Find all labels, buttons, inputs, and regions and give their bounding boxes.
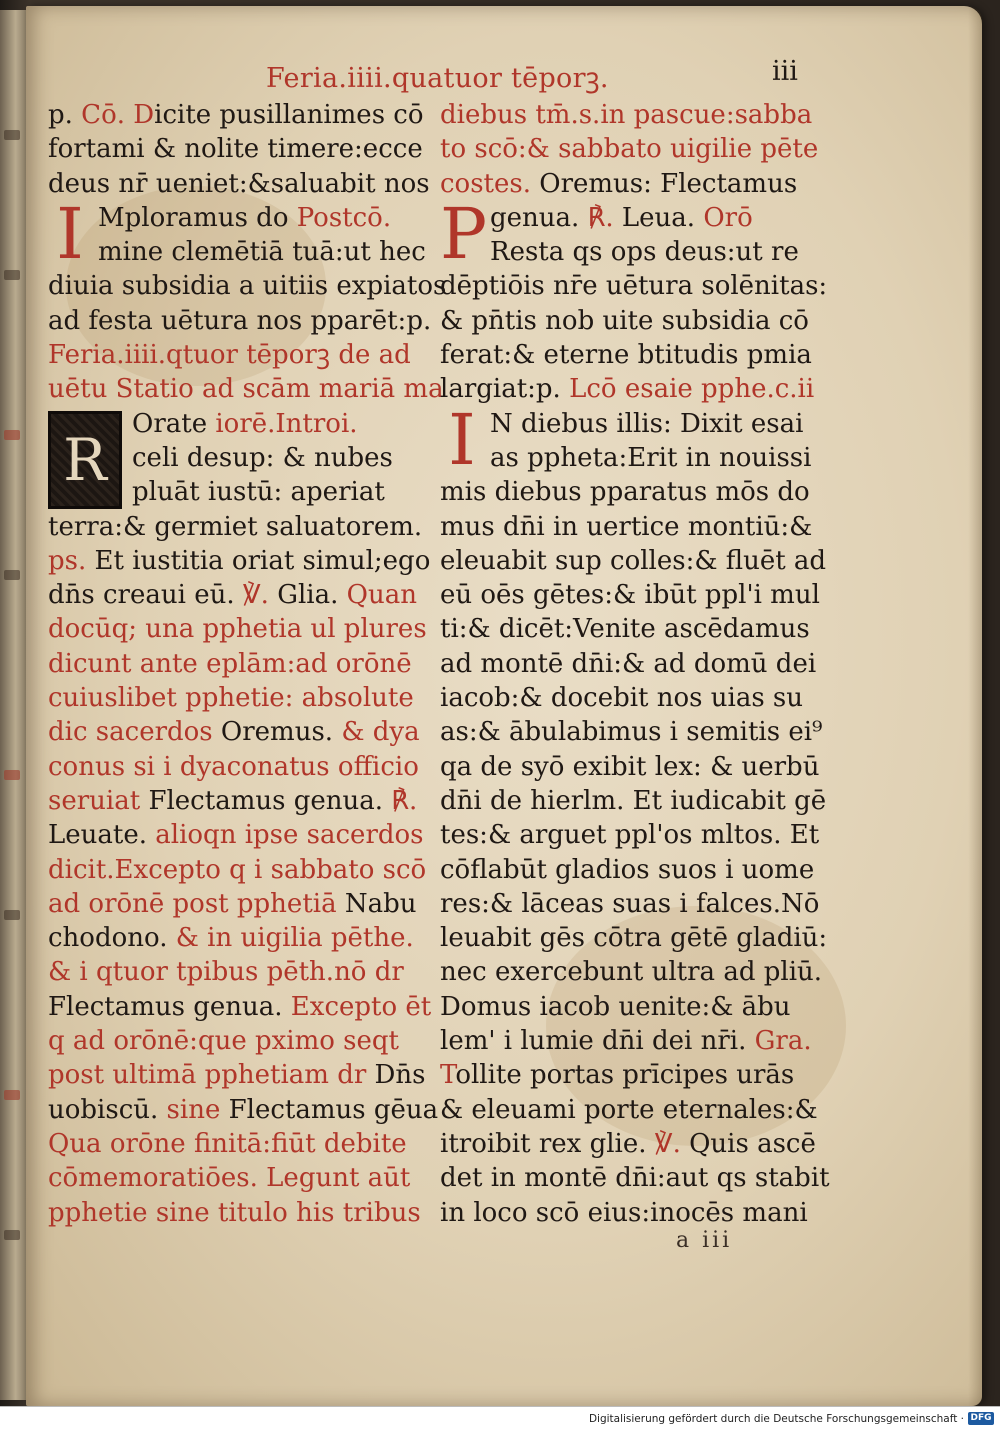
edge-mark <box>4 1090 20 1100</box>
rubric-text: Orō <box>703 202 753 233</box>
text-line <box>440 921 828 955</box>
body-text: cōflabūt gladios suos i uome <box>440 854 815 885</box>
text-line <box>48 1161 420 1195</box>
body-text: eleuabit sup colles:& fluēt ad <box>440 545 827 576</box>
red-initial-p: P <box>440 192 488 275</box>
rubric-text: cōmemoratiōes. Legunt aūt <box>48 1163 411 1194</box>
text-line <box>48 1058 426 1092</box>
text-line <box>48 784 420 818</box>
body-text: leuabit gēs cōtra gētē gladiū: <box>440 923 828 954</box>
rubric-text: seruiat <box>48 785 149 816</box>
text-line <box>440 990 812 1024</box>
rubric-text: conus si i dyaconatus officio <box>48 751 419 782</box>
body-text: Et iustitia oriat simul;ego <box>86 545 431 576</box>
body-text: mus dn̄i in uertice montiū:& <box>440 511 813 542</box>
rubric-text: Quan <box>346 580 417 611</box>
edge-mark <box>4 910 20 920</box>
text-line <box>440 304 812 338</box>
text-line <box>440 853 815 887</box>
body-text: diuia subsidia a uitiis expiatos <box>48 271 447 302</box>
woodcut-initial-r: R <box>48 411 122 509</box>
body-text: dn̄i de hierlm. Et iudicabit gē <box>440 785 827 816</box>
rubric-text: ℟. <box>587 202 614 233</box>
body-text: Leuate. <box>48 820 147 851</box>
text-line <box>48 338 420 372</box>
body-text: eū oēs gētes:& ibūt ppl'i mul <box>440 580 820 611</box>
rubric-text: T <box>440 1060 456 1091</box>
text-line <box>48 681 420 715</box>
rubric-text: Cō. <box>72 100 134 130</box>
text-line <box>440 167 812 201</box>
text-line <box>48 715 420 749</box>
body-text: Oremus. <box>220 717 334 748</box>
body-text: deus nr̄ ueniet:&saluabit nos <box>48 168 430 199</box>
text-line <box>440 647 817 681</box>
text-line <box>48 853 427 887</box>
text-line <box>440 612 812 646</box>
rubric-text: dicunt ante eplām:ad orōnē <box>48 648 412 679</box>
text-line <box>48 132 423 166</box>
text-line <box>48 269 447 303</box>
rubric-text: dicit.Excepto q i sabbato scō <box>48 854 427 885</box>
body-text: Flectamus gēua <box>228 1094 439 1125</box>
rubric-text: & dya <box>333 717 420 748</box>
text-line <box>48 1127 420 1161</box>
digitization-footer <box>0 1406 1000 1432</box>
body-text: ferat:& eterne btitudis pmia <box>440 340 812 371</box>
text-line <box>440 1058 812 1092</box>
body-text: celi desup: & nubes <box>132 442 393 473</box>
text-line <box>440 715 823 749</box>
text-line <box>440 1093 818 1127</box>
text-line <box>48 1196 420 1230</box>
folio-number: iii <box>772 56 798 87</box>
edge-mark <box>4 570 20 580</box>
text-line <box>48 612 427 646</box>
body-text: & pn̄tis nob uite subsidia cō <box>440 305 809 336</box>
body-text: iacob:& docebit nos uias su <box>440 683 804 714</box>
text-line <box>48 578 420 612</box>
body-text: N diebus illis: Dixit esai <box>490 408 804 439</box>
body-text: Flectamus genua. <box>48 991 283 1022</box>
text-line <box>440 1161 830 1195</box>
text-line <box>440 1127 816 1161</box>
rubric-text: iorē.Introi. <box>215 408 358 439</box>
body-text: dēptiōis nr̄e uētura solēnitas: <box>440 271 828 302</box>
body-text: Quis ascē <box>680 1128 816 1159</box>
body-text: mis diebus pparatus mōs do <box>440 477 810 508</box>
body-text: nec exercebunt ultra ad pliū. <box>440 957 823 988</box>
body-text: det in montē dn̄i:aut qs stabit <box>440 1163 830 1194</box>
body-text: qa de syō exibit lex: & uerbū <box>440 751 820 782</box>
body-text: ad festa uētura nos pparēt:p. <box>48 305 432 336</box>
text-line <box>48 235 426 269</box>
rubric-text: post ultimā pphetiam dr <box>48 1060 375 1091</box>
rubric-text: dic sacerdos <box>48 717 221 748</box>
rubric-text: Feria.iiii.qtuor tēporꝫ de ad <box>48 340 411 371</box>
rubric-text: ad orōnē post pphetiā <box>48 888 345 919</box>
text-line <box>440 269 828 303</box>
red-initial-i: I <box>56 192 84 275</box>
rubric-text: cuiuslibet pphetie: absolute <box>48 683 414 714</box>
text-line <box>440 1024 812 1058</box>
text-line <box>440 132 819 166</box>
text-line <box>440 544 827 578</box>
text-line <box>440 955 823 989</box>
adjacent-page-edge <box>0 10 28 1400</box>
text-line <box>440 784 827 818</box>
text-line <box>48 1024 420 1058</box>
text-line <box>440 235 812 269</box>
body-text: chodono. <box>48 923 168 954</box>
body-text: as:& ābulabimus i semitis ei⁹ <box>440 717 823 748</box>
body-text: ad montē dn̄i:& ad domū dei <box>440 648 817 679</box>
rubric-text: ℣. <box>654 1128 681 1159</box>
body-text: genua. <box>490 202 588 233</box>
rubric-text: uētu Statio ad scām mariā ma <box>48 374 444 405</box>
text-line <box>48 955 420 989</box>
text-line <box>440 818 820 852</box>
text-line <box>440 578 820 612</box>
right-text-column <box>440 98 830 1230</box>
rubric-text: costes. <box>440 168 531 199</box>
rubric-text: diebus tm̄.s.in pascue:sabba <box>440 100 813 130</box>
body-text: Dn̄s <box>374 1060 426 1091</box>
edge-mark <box>4 130 20 140</box>
body-text: as ppheta:Erit in nouissi <box>490 442 812 473</box>
red-initial-i: I <box>448 398 476 481</box>
rubric-text: ℟. <box>391 785 418 816</box>
text-line <box>440 887 820 921</box>
body-text: fortami & nolite timere:ecce <box>48 134 423 165</box>
rubric-text: sine <box>158 1094 229 1125</box>
text-line <box>440 441 812 475</box>
body-text: in loco scō eius:inocēs mani <box>440 1197 808 1228</box>
body-text: res:& lāceas suas i falces.Nō <box>440 888 820 919</box>
body-text: Domus iacob uenite:& ābu <box>440 991 791 1022</box>
text-line <box>48 921 420 955</box>
rubric-text: ps. <box>48 545 87 576</box>
body-text: ti:& dicēt:Venite ascēdamus <box>440 614 810 645</box>
text-line <box>440 750 820 784</box>
body-text: Mploramus do <box>98 202 297 233</box>
rubric-text: Excepto ēt <box>282 991 432 1022</box>
text-line <box>440 1196 812 1230</box>
body-text: lem' i lumie dn̄i dei nr̄i. <box>440 1026 747 1057</box>
text-line <box>440 407 812 441</box>
body-text: mine clemētiā tuā:ut hec <box>98 237 426 268</box>
text-line <box>48 647 420 681</box>
body-text: p. <box>48 100 73 130</box>
text-line <box>440 372 815 406</box>
text-line <box>440 510 812 544</box>
rubric-text: D <box>133 100 155 130</box>
rubric-text: & in uigilia pēthe. <box>167 923 414 954</box>
text-line <box>48 98 424 132</box>
text-line <box>48 887 420 921</box>
text-line <box>48 818 424 852</box>
text-line <box>48 304 432 338</box>
body-text: icite pusillanimes cō <box>154 100 424 130</box>
rubric-text: pphetie sine titulo his tribus <box>48 1197 421 1228</box>
text-line <box>48 1093 439 1127</box>
body-text: Glia. <box>268 580 347 611</box>
text-line <box>48 750 420 784</box>
body-text: Resta qs ops deus:ut re <box>490 237 799 268</box>
text-line <box>48 201 420 235</box>
text-line <box>48 510 423 544</box>
rubric-text: Gra. <box>746 1026 812 1057</box>
text-line <box>48 167 430 201</box>
rubric-text: Postcō. <box>296 202 392 233</box>
funding-credit: Digitalisierung gefördert durch die Deutsche Forschungsgemeinschaft · <box>588 1413 964 1425</box>
printer-signature: a iii <box>676 1228 733 1253</box>
edge-mark <box>4 430 20 440</box>
running-title: Feria.iiii.quatuor tēporꝫ. <box>266 63 609 94</box>
text-line <box>440 201 812 235</box>
edge-mark <box>4 770 20 780</box>
body-text: itroibit rex glie. <box>440 1128 655 1159</box>
rubric-text: docūq; una pphetia ul plures <box>48 614 427 645</box>
body-text: ollite portas prīcipes urās <box>455 1060 795 1091</box>
left-text-column <box>48 98 447 1230</box>
dfg-logo-icon[interactable]: DFG <box>968 1412 994 1425</box>
body-text: Nabu <box>344 888 417 919</box>
rubric-text: q ad orōnē:que pximo seqt <box>48 1026 399 1057</box>
body-text: Leua. <box>613 202 704 233</box>
rubric-text: alioqn ipse sacerdos <box>147 820 424 851</box>
edge-mark <box>4 270 20 280</box>
body-text: tes:& arguet ppl'os mltos. Et <box>440 820 820 851</box>
rubric-text: to scō:& sabbato uigilie pēte <box>440 134 819 165</box>
text-line <box>48 372 444 406</box>
text-line <box>440 475 812 509</box>
edge-mark <box>4 1230 20 1240</box>
text-line <box>48 544 431 578</box>
body-text: & eleuami porte eternales:& <box>440 1094 818 1125</box>
body-text: pluāt iustū: aperiat <box>132 477 385 508</box>
body-text: terra:& germiet saluatorem. <box>48 511 423 542</box>
body-text: Flectamus genua. <box>148 785 392 816</box>
text-line <box>48 990 432 1024</box>
text-line <box>440 681 812 715</box>
text-line <box>440 98 812 132</box>
body-text: dn̄s creaui eū. <box>48 580 243 611</box>
rubric-text: Lcō esaie pphe.c.ii <box>560 374 815 405</box>
body-text: largiat:p. <box>440 374 561 405</box>
body-text: uobiscū. <box>48 1094 159 1125</box>
rubric-text: Qua orōne finitā:fiūt debite <box>48 1128 407 1159</box>
body-text: Orate <box>132 408 216 439</box>
rubric-text: ℣. <box>242 580 269 611</box>
text-line <box>440 338 812 372</box>
body-text: Oremus: Flectamus <box>531 168 798 199</box>
rubric-text: & i qtuor tpibus pēth.nō dr <box>48 957 404 988</box>
